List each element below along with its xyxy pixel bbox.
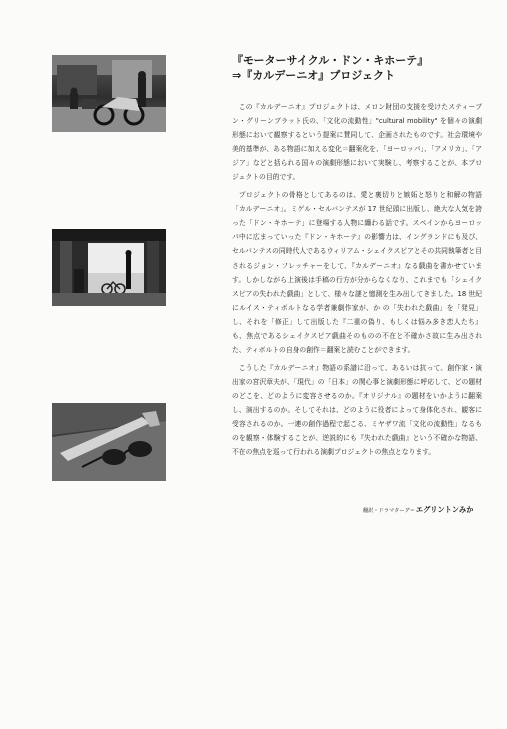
translator-credit	[363, 497, 493, 516]
document-title	[232, 53, 492, 83]
credit-name: エグリントンみか	[415, 505, 474, 514]
paragraph-3: こうした『カルデーニオ』物語の系譜に沿って、あるいは抗って、創作家・演出家の宮沢章夫が、「現代」の「日本」の関心事と演劇形態に呼応して、どの題材のどこを、どのように変容させるのか。『オリジナル』の題材をいかように翻案し、演出するのか。そしてそれは、どのように役者によって身体化され、観客に受容されるのか。一連の創作過程で起こる、ミヤザワ流「文化の流動性」なるものを観察・体験することが、逆説的にも『失われた戯曲』という不確かな物語、不在の焦点を巡って行われる演劇プロジェクトの焦点となります。	[232, 363, 482, 457]
paragraph-2: プロジェクトの骨格としてあるのは、愛と裏切りと嫉妬と怒りと和解の物語「カルデーニオ」。ミゲル・セルバンテスが 17 世紀頭に出版し、絶大な人気を誇った「ドン・キホーテ」に登場する人物に纏わる話です。スペインからヨーロッパ中に広まっていった『ドン・キホーテ』の影響力は、イングランドにも及び、セルバンテスの同時代人であるウィリアム・シェイクスピアとその共同執筆者と目されるジョン・フレッチャーをして、『カルデーニオ』なる戯曲を書かせています。しかしながら上演後は手稿の行方が分からなくなり、これまでも「シェイクスピアの失われた戯曲」として、様々な謎と憶測を生み出してきました。18 世紀にルイス・ティボルトなる学者兼劇作家が、か の「失われた戯曲」を「発見」し、それを「修正」して出版した『二重の偽り、もしくは悩み多き恋人たち』も、焦点であるシェイクスピア戯曲そのものの不在と不確かさ故に生み出された、ティボルトの自身の創作＝翻案と読むことができます。	[232, 191, 482, 355]
motorcycle-photo	[52, 55, 166, 132]
body-text	[232, 100, 482, 463]
paragraph-1: この『カルデーニオ』プロジェクトは、メロン財団の支援を受けたスティーブン・グリーンブラット氏の、「文化の流動性」"cultural mobility" を個々の演劇形態において観察するという提案に賛同して、企画されたものです。社会環境や美的基準が、ある物語に加える変化＝翻案化を、「ヨーロッパ」、「アメリカ」、「アジア」などと括られる国々の演劇形態において実験し、考察することが、本プロジェクトの目的です。	[232, 103, 482, 182]
title-line-1: 『モーターサイクル・ドン・キホーテ』	[232, 54, 429, 67]
title-line-2: ⇒『カルデーニオ』プロジェクト	[232, 69, 395, 82]
doorway-photo	[52, 229, 166, 306]
credit-role: 翻訳・ドラマターグ＝	[363, 508, 415, 514]
wrench-glasses-photo	[52, 403, 166, 481]
